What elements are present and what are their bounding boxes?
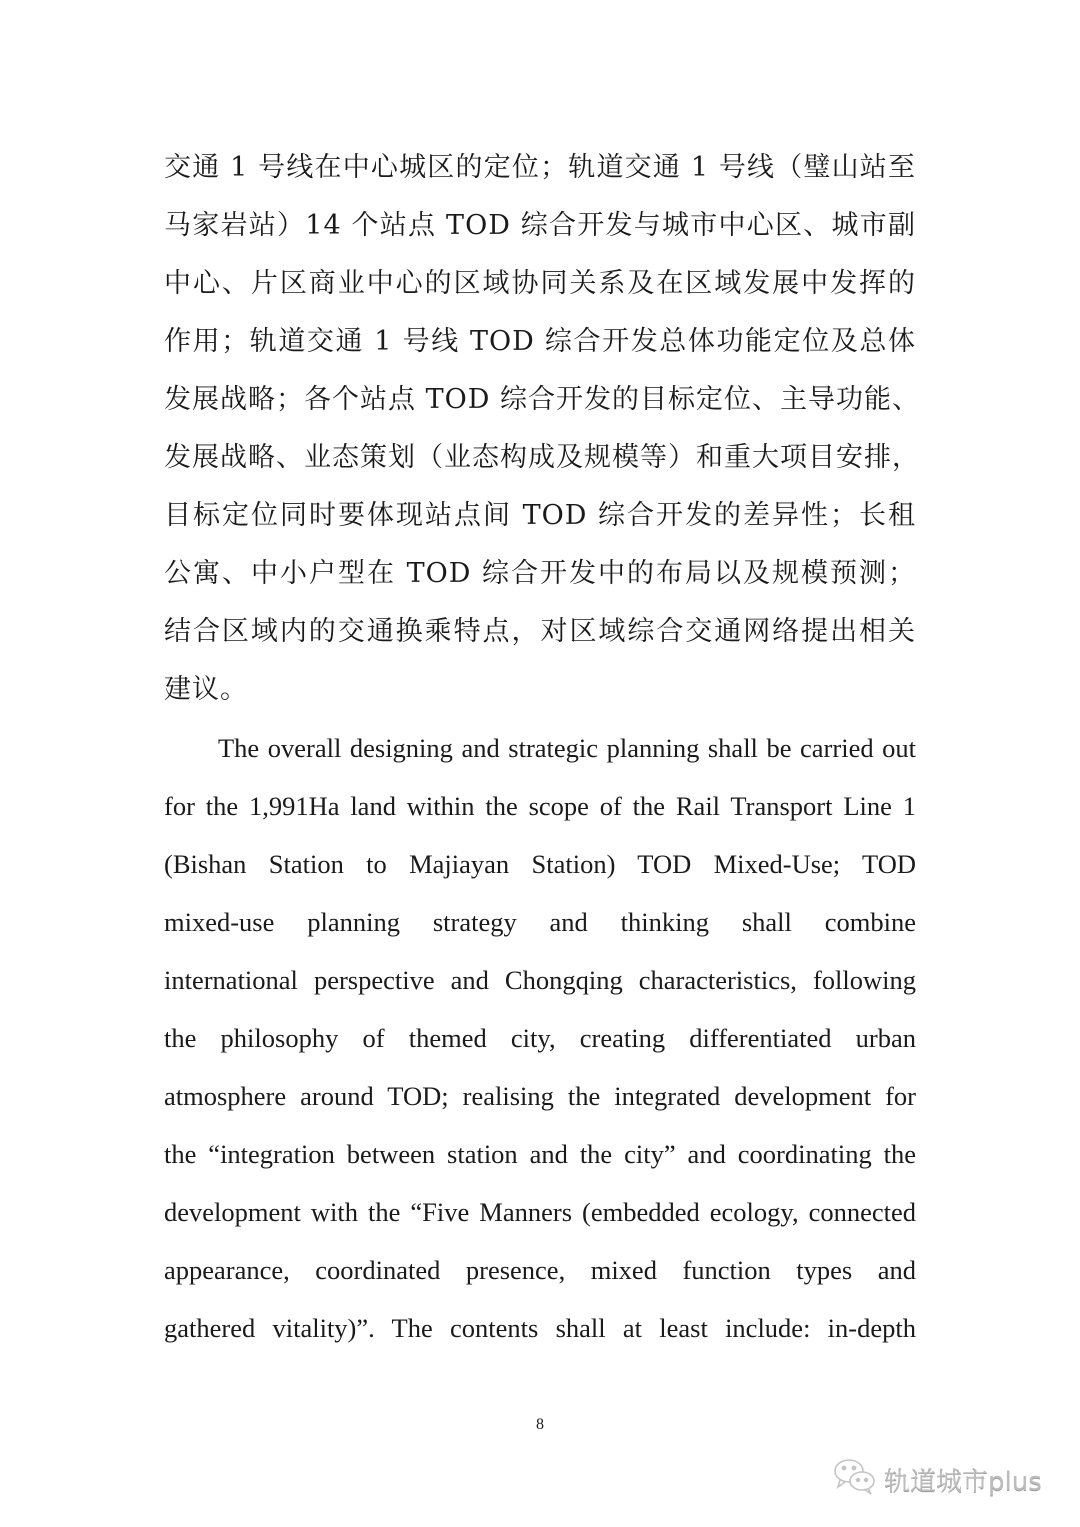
page-number: 8 — [536, 1416, 544, 1433]
document-body — [164, 139, 920, 1357]
text-line: (Bishan Station to Majiayan Station) TOD Mixed-Use; TOD — [164, 849, 916, 879]
text-line: atmosphere around TOD; realising the integrated development for — [164, 1081, 916, 1111]
text-line: 马家岩站）14 个站点 TOD 综合开发与城市中心区、城市副 — [164, 210, 916, 241]
text-line: 发展战略、业态策划（业态构成及规模等）和重大项目安排， — [164, 442, 920, 473]
text-line: 中心、片区商业中心的区域协同关系及在区域发展中发挥的 — [164, 268, 916, 299]
text-line: 建议。 — [164, 674, 248, 705]
text-line: development with the “Five Manners (embedded ecology, connected — [164, 1197, 916, 1227]
text-line: 公寓、中小户型在 TOD 综合开发中的布局以及规模预测； — [164, 558, 916, 589]
text-line: 发展战略；各个站点 TOD 综合开发的目标定位、主导功能、 — [164, 384, 920, 415]
watermark — [832, 1456, 1042, 1503]
text-line: appearance, coordinated presence, mixed function types and — [164, 1255, 916, 1285]
text-line: mixed-use planning strategy and thinking shall combine — [164, 907, 916, 937]
text-line: 交通 1 号线在中心城区的定位；轨道交通 1 号线（璧山站至 — [164, 152, 916, 183]
text-line: 结合区域内的交通换乘特点，对区域综合交通网络提出相关 — [164, 616, 916, 647]
text-line: the philosophy of themed city, creating differentiated urban — [164, 1023, 916, 1053]
text-line: 作用；轨道交通 1 号线 TOD 综合开发总体功能定位及总体 — [164, 326, 916, 357]
watermark-text: 轨道城市plus — [884, 1467, 1042, 1497]
text-line: The overall designing and strategic planning shall be carried out — [218, 733, 916, 763]
text-line: gathered vitality)”. The contents shall at least include: in-depth — [164, 1313, 916, 1343]
text-line: the “integration between station and the city” and coordinating the — [164, 1139, 916, 1169]
text-line: 目标定位同时要体现站点间 TOD 综合开发的差异性；长租 — [164, 500, 916, 531]
zh-paragraph — [164, 139, 920, 719]
text-line: for the 1,991Ha land within the scope of the Rail Transport Line 1 — [164, 791, 916, 821]
wechat-icon — [832, 1456, 878, 1503]
text-line: international perspective and Chongqing characteristics, following — [164, 965, 916, 995]
en-paragraph — [164, 719, 916, 1357]
